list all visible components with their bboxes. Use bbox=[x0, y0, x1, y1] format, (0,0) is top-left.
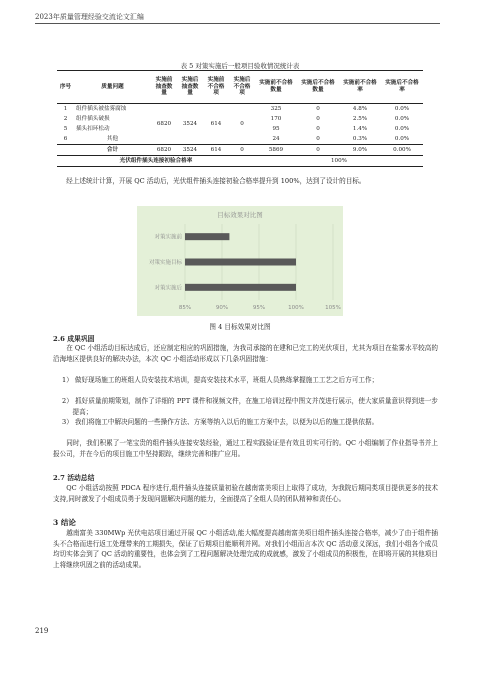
section-3-body: 越南富美 330MWp 光伏电站项目通过开展 QC 小组活动,能大幅度提高越南富美项目组件插头连接合格率，减少了由于组件插头不合格而进行返工处理带来的工期损失，保证了后期项目能顺利并网。对我们小组而言本次 QC 活动意义深远，我们小组各个成员均切实体会到了 QC 活动的重要性，也体会到了工程问题解决处理完成的成就感，激发了小组成员的积极性，在即将开展的其他项目上将继续巩固之前的活动成果。 bbox=[53, 529, 438, 569]
chart-title: 目标效果对比图 bbox=[217, 211, 263, 219]
column-header: 质量问题 bbox=[74, 71, 151, 104]
row-number: 6 bbox=[63, 135, 68, 142]
merged-after-items: 0 bbox=[229, 104, 255, 145]
before-bad-cell: 24 bbox=[272, 135, 280, 142]
category-label: 对策实施目标 bbox=[148, 260, 182, 266]
x-tick-label: 85% bbox=[178, 305, 192, 311]
issue-cell: 组件插头被盐雾腐蚀 bbox=[74, 104, 151, 115]
section-2-7-heading: 2.7 活动总结 bbox=[53, 474, 95, 482]
total-after-items: 0 bbox=[229, 145, 255, 156]
before-rate-cell: 4.8% bbox=[339, 104, 381, 115]
total-row bbox=[57, 145, 423, 156]
column-header: 实施前抽查数量 bbox=[151, 71, 177, 104]
chart-bar bbox=[185, 284, 296, 291]
pass-rate-value: 100% bbox=[255, 156, 423, 167]
before-bad-cell: 325 bbox=[255, 104, 297, 115]
merged-before-items: 614 bbox=[203, 104, 229, 145]
after-bad-cell: 0 bbox=[316, 125, 320, 132]
before-bad-cell: 170 bbox=[270, 115, 282, 122]
after-bad-cell: 0 bbox=[297, 104, 339, 115]
after-rate-cell: 0.0% bbox=[381, 104, 423, 115]
table-header-row bbox=[57, 71, 423, 104]
x-tick-label: 95% bbox=[252, 305, 266, 311]
column-header: 实施后抽查数量 bbox=[177, 71, 203, 104]
list-item: 1） 做好现场施工的班组人员安装技术培训，提高安装技术水平，班组人员熟练掌握施工工艺之后方可工作； bbox=[62, 376, 379, 384]
after-rate-cell: 0.0% bbox=[394, 115, 410, 122]
page-number: 219 bbox=[35, 627, 49, 635]
total-label: 合计 bbox=[74, 145, 151, 156]
category-label: 对策实施前 bbox=[154, 234, 182, 241]
column-header: 实施后不合格项 bbox=[229, 71, 255, 104]
running-header: 2023年质量管理经验交流论文汇编 bbox=[35, 13, 144, 21]
total-before-check: 6820 bbox=[151, 145, 177, 156]
total-after-check: 3524 bbox=[177, 145, 203, 156]
total-after-bad: 0 bbox=[297, 145, 339, 156]
section-2-6-intro: 在 QC 小组活动目标达成后，还应制定相应的巩固措施，为我司承接的在建和已完工的光伏项目，尤其为项目在盐雾水平较高的沿海地区提供良好的解决办法，本次 QC 小组活动形成以下几条巩固措施： bbox=[53, 344, 438, 363]
merged-after-check: 3524 bbox=[177, 104, 203, 145]
section-2-6-heading: 2.6 成果巩固 bbox=[53, 335, 95, 343]
issue-cell: 组件插头破损 bbox=[76, 115, 110, 122]
column-header: 实施前不合格数量 bbox=[255, 71, 297, 104]
total-before-rate: 9.0% bbox=[339, 145, 381, 156]
after-bad-cell: 0 bbox=[316, 115, 320, 122]
before-rate-cell: 1.4% bbox=[352, 125, 368, 132]
column-header: 实施后不合格数量 bbox=[297, 71, 339, 104]
total-after-rate: 0.00% bbox=[381, 145, 423, 156]
column-header: 实施前不合格项 bbox=[203, 71, 229, 104]
x-tick-label: 105% bbox=[325, 305, 341, 311]
before-bad-cell: 95 bbox=[272, 125, 280, 132]
after-bad-cell: 0 bbox=[316, 135, 320, 142]
pass-rate-label: 光伏组件插头连接初验合格率 bbox=[57, 156, 255, 167]
category-label: 对策实施后 bbox=[154, 285, 182, 292]
effect-comparison-chart bbox=[137, 206, 343, 316]
table-caption: 表 5 对策实施后一般项目验收情况统计表 bbox=[180, 62, 300, 70]
before-rate-cell: 2.5% bbox=[352, 115, 368, 122]
x-tick-label: 90% bbox=[215, 305, 229, 311]
row-number: 5 bbox=[63, 125, 68, 132]
pass-rate-row bbox=[57, 156, 423, 167]
paragraph-after-table: 经上述统计计算，开展 QC 活动后，光伏组件插头连接初验合格率提升到 100%，达到了设计的目标。 bbox=[66, 177, 366, 185]
acceptance-table bbox=[57, 70, 423, 167]
column-header: 实施后不合格率 bbox=[381, 71, 423, 104]
row-number: 2 bbox=[63, 115, 68, 122]
chart-svg bbox=[137, 206, 343, 316]
total-before-bad: 5869 bbox=[255, 145, 297, 156]
total-before-items: 614 bbox=[203, 145, 229, 156]
issue-cell: 插头扣环松动 bbox=[76, 125, 110, 132]
after-rate-cell: 0.0% bbox=[394, 135, 410, 142]
section-3-heading: 3 结论 bbox=[53, 518, 76, 527]
merged-before-check: 6820 bbox=[151, 104, 177, 145]
column-header: 序号 bbox=[57, 71, 74, 104]
list-item: 2） 抓好质量前期策划，制作了详细的 PPT 课件和视频文件，在施工培训过程中图文并茂进行展示，使大家质量意识得到进一步提高； bbox=[62, 397, 438, 416]
column-header: 实施前不合格率 bbox=[339, 71, 381, 104]
header-rule bbox=[35, 23, 440, 24]
section-2-6-closing: 同时，我们积累了一笔宝贵的组件插头连接安装经验，通过工程实践验证是有效且切实可行的。QC 小组编制了作业指导书并上报公司，并在今后的项目施工中坚持跟踪，继续完善和推广应用。 bbox=[53, 439, 438, 458]
after-rate-cell: 0.0% bbox=[394, 125, 410, 132]
chart-bar bbox=[185, 259, 296, 266]
figure-caption: 图 4 目标效果对比图 bbox=[209, 323, 271, 331]
before-rate-cell: 0.3% bbox=[352, 135, 368, 142]
section-2-7-body: QC 小组活动按照 PDCA 程序进行,组件插头连接质量初验在越南富美项目上取得了成功，为我院后期同类项目提供更多的技术支持,同时激发了小组成员勇于发现问题解决问题的能力，全面提高了全组人员的团队精神和责任心。 bbox=[53, 484, 438, 503]
row-number: 1 bbox=[57, 104, 74, 115]
issue-cell: 其他 bbox=[106, 135, 119, 142]
x-tick-label: 100% bbox=[288, 305, 304, 311]
list-item: 3） 我们将施工中解决问题的一些操作方法、方案等纳入以后的施工方案中去，以便为以后的施工提供依据。 bbox=[62, 418, 379, 426]
chart-bar bbox=[185, 233, 229, 240]
table-row bbox=[57, 104, 423, 115]
